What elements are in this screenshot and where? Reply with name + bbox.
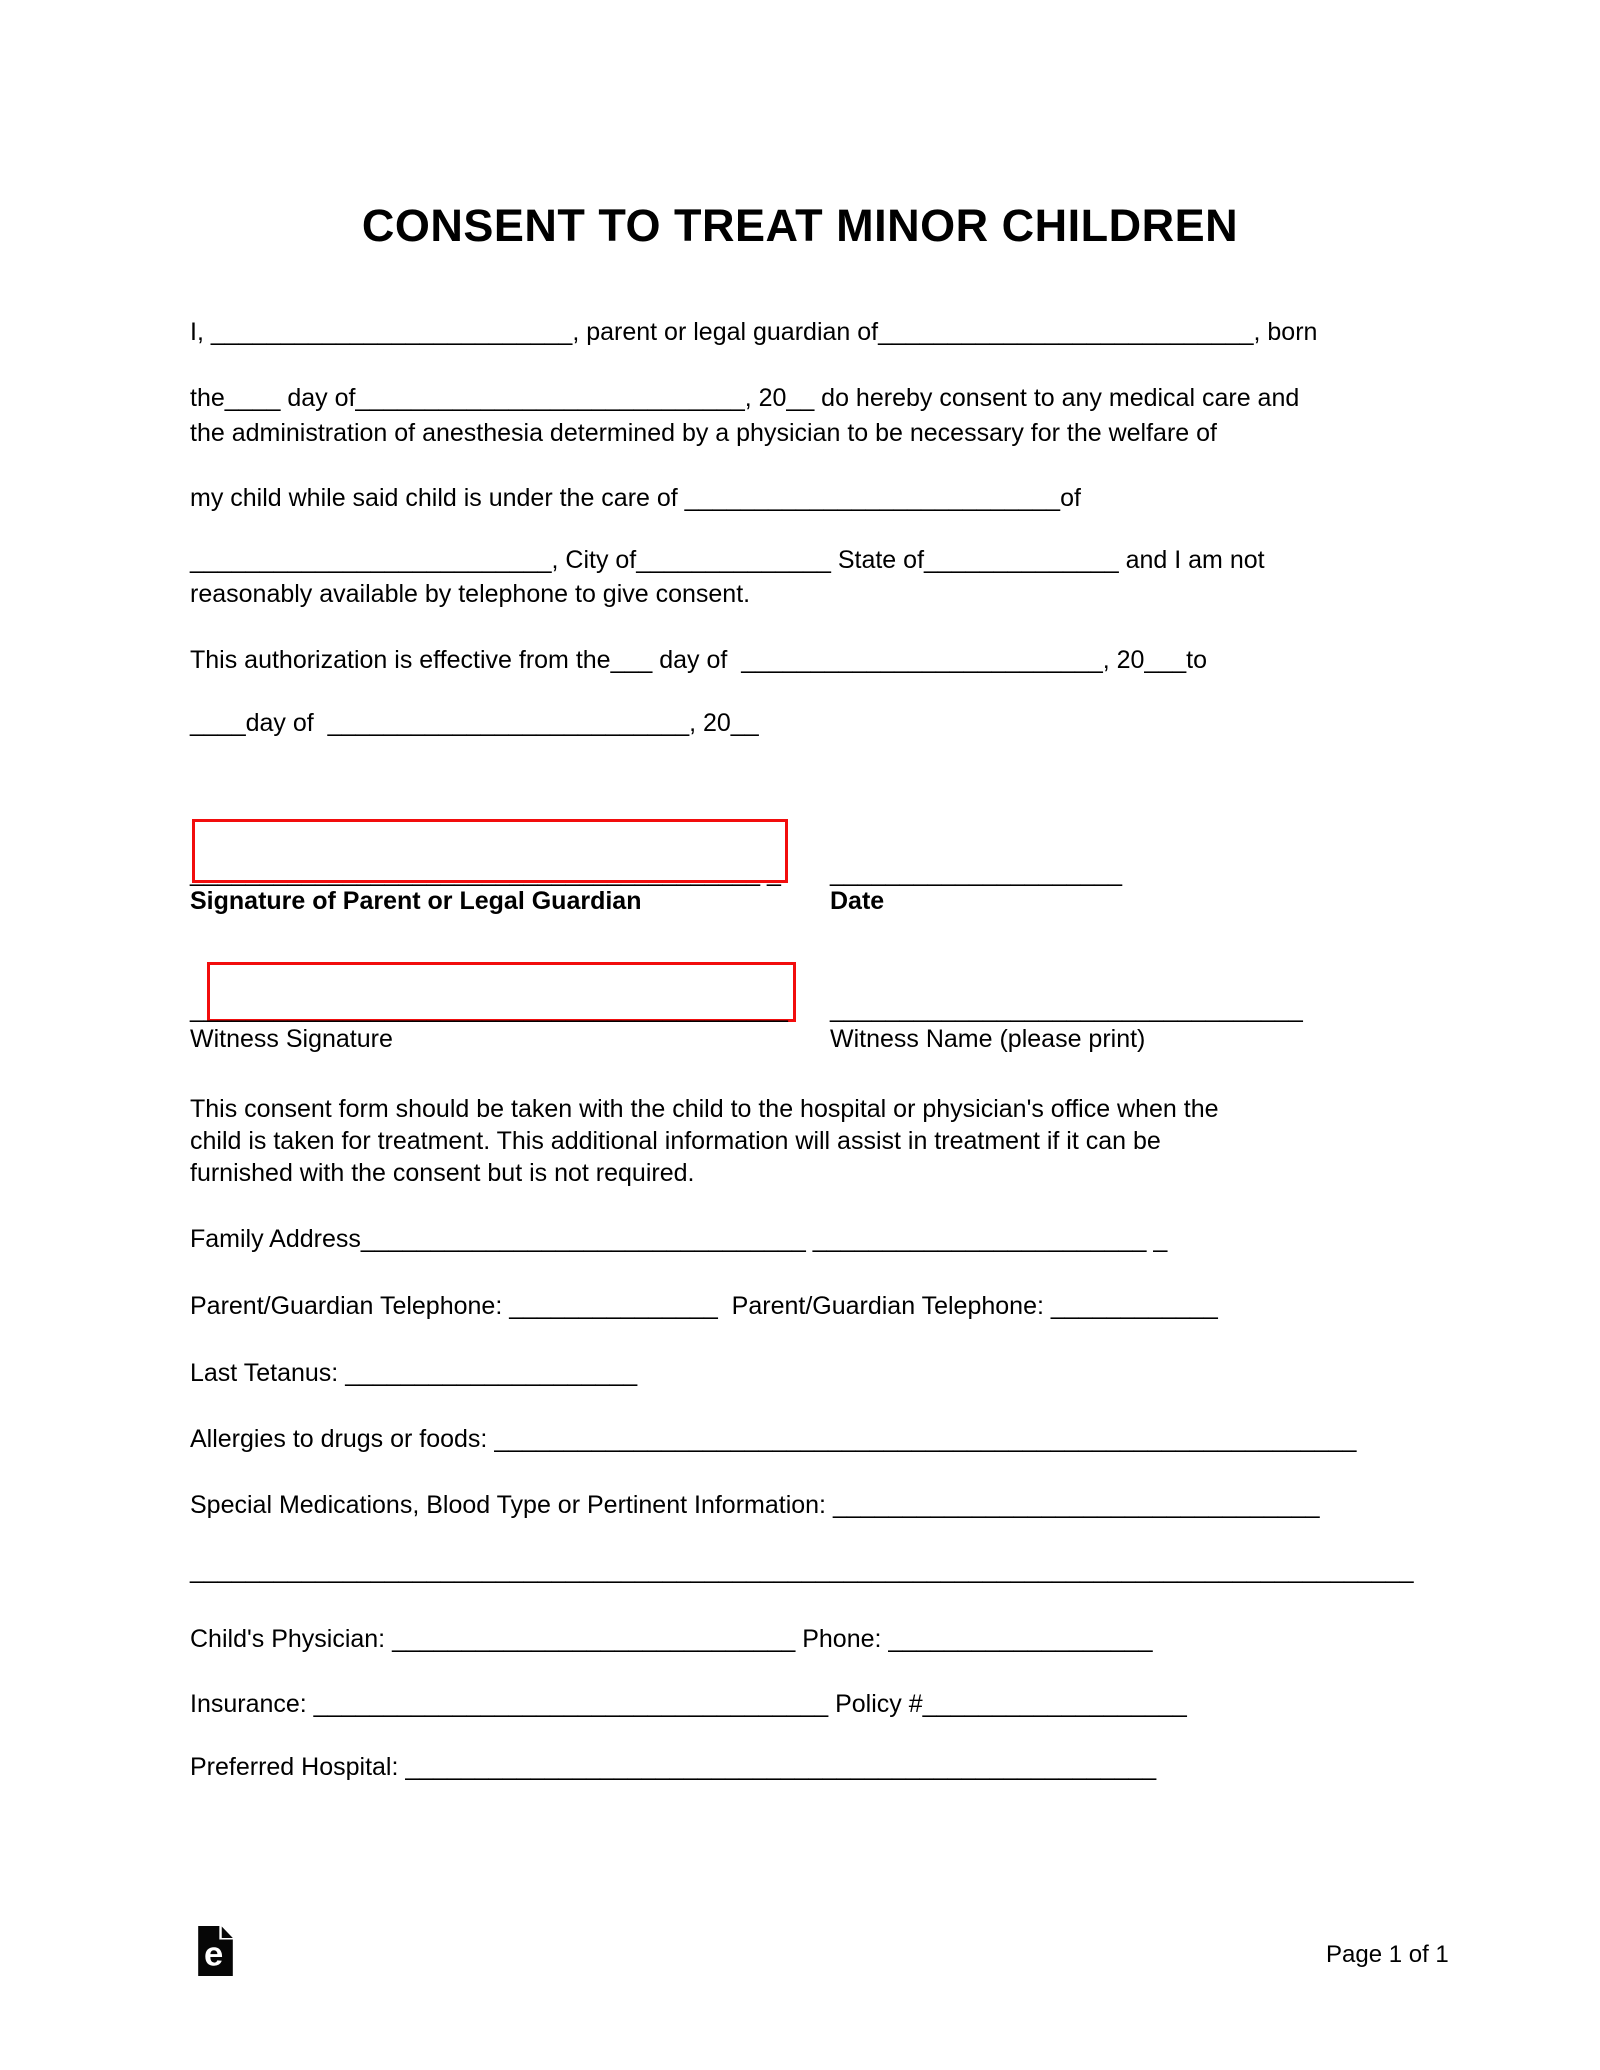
- note-line-3: furnished with the consent but is not required.: [190, 1159, 695, 1187]
- field-allergies: Allergies to drugs or foods: ______________________________________________________________: [190, 1425, 1357, 1453]
- eforms-logo: [198, 1926, 233, 1976]
- field-special-medications: Special Medications, Blood Type or Pertinent Information: ___________________________________: [190, 1491, 1320, 1519]
- page-title: CONSENT TO TREAT MINOR CHILDREN: [361, 200, 1239, 251]
- line-care-of: my child while said child is under the care of ___________________________of: [190, 484, 1081, 512]
- line-city-state: __________________________, City of______________ State of______________ and I am not: [190, 546, 1265, 574]
- line-consent-continued: the administration of anesthesia determined by a physician to be necessary for the welfare of: [190, 419, 1217, 447]
- witness-name-label: Witness Name (please print): [830, 1025, 1146, 1053]
- field-parent-telephone: Parent/Guardian Telephone: _______________ Parent/Guardian Telephone: ____________: [190, 1292, 1218, 1320]
- witness-signature-line: ___________________________________________: [190, 995, 788, 1023]
- line-effective-from: This authorization is effective from the___ day of __________________________, 20___to: [190, 646, 1207, 674]
- line-effective-to: ____day of __________________________, 20__: [190, 709, 759, 737]
- witness-signature-label: Witness Signature: [190, 1025, 393, 1053]
- parent-signature-label: Signature of Parent or Legal Guardian: [190, 887, 642, 915]
- date-line: _____________________: [830, 859, 1122, 887]
- field-insurance: Insurance: _____________________________________ Policy #___________________: [190, 1690, 1187, 1718]
- note-line-1: This consent form should be taken with the child to the hospital or physician's office when the: [190, 1095, 1219, 1123]
- field-childs-physician: Child's Physician: _____________________________ Phone: ___________________: [190, 1625, 1153, 1653]
- page-indicator: Page 1 of 1: [1326, 1941, 1449, 1968]
- field-family-address: Family Address________________________________ ________________________ _: [190, 1225, 1168, 1253]
- folded-corner-icon: [222, 1926, 233, 1938]
- line-birthdate-consent: the____ day of____________________________, 20__ do hereby consent to any medical care and: [190, 384, 1300, 412]
- note-line-2: child is taken for treatment. This additional information will assist in treatment if it can be: [190, 1127, 1161, 1155]
- parent-signature-line: _________________________________________ _: [190, 859, 781, 887]
- field-continuation-line: ________________________________________________________________________________________: [190, 1556, 1414, 1584]
- field-preferred-hospital: Preferred Hospital: ______________________________________________________: [190, 1753, 1157, 1781]
- witness-name-line: __________________________________: [830, 995, 1303, 1023]
- logo-letter: e: [203, 1935, 224, 1974]
- field-last-tetanus: Last Tetanus: _____________________: [190, 1359, 638, 1387]
- date-label: Date: [830, 887, 885, 915]
- line-parties: I, __________________________, parent or legal guardian of___________________________, born: [190, 318, 1318, 346]
- line-telephone-availability: reasonably available by telephone to give consent.: [190, 580, 751, 608]
